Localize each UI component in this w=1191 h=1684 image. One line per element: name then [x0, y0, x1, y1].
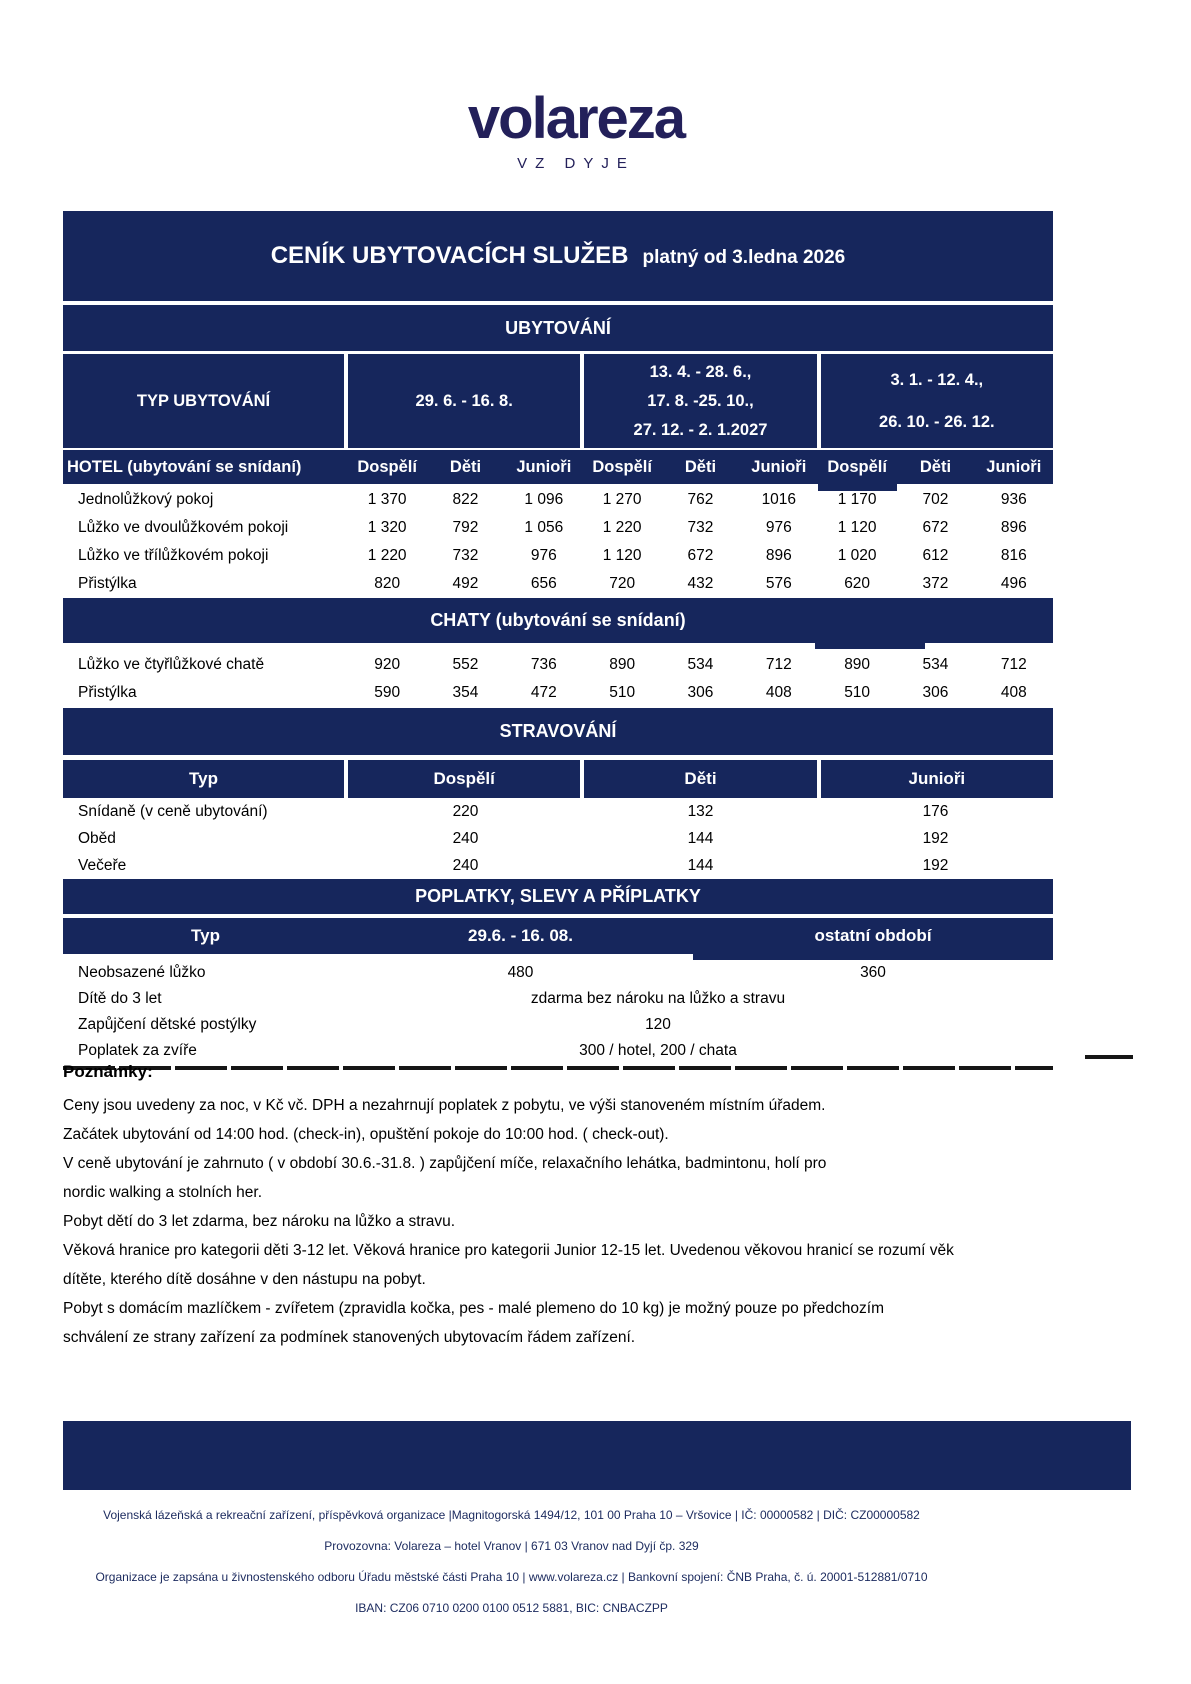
- logo-subtitle: VZ DYJE: [517, 155, 635, 172]
- period-3-cell: [821, 354, 1053, 448]
- note-line: Pobyt dětí do 3 let zdarma, bez nároku na lůžko a stravu.: [63, 1213, 456, 1230]
- table-row: [63, 1038, 1053, 1064]
- dining-header-row: [63, 760, 1053, 798]
- notes-heading: Poznámky:: [63, 1062, 153, 1081]
- price-cell: 144: [687, 856, 714, 874]
- price-cell: 192: [922, 829, 949, 847]
- row-label: Jednolůžkový pokoj: [78, 491, 214, 508]
- footer-band: [63, 1421, 1131, 1490]
- price-cell: 534: [687, 656, 714, 673]
- chaty-rows: [63, 643, 1053, 708]
- row-label: Poplatek za zvíře: [78, 1042, 197, 1059]
- dining-col-header: Typ: [63, 760, 344, 798]
- price-cell: 896: [765, 547, 792, 564]
- price-cell: 192: [922, 856, 949, 874]
- guest-col-header: Dospělí: [357, 457, 417, 476]
- period-1-line: 29. 6. - 16. 8.: [415, 391, 513, 410]
- table-row: [63, 570, 1053, 598]
- document-title: CENÍK UBYTOVACÍCH SLUŽEB: [270, 242, 629, 269]
- price-cell: 1 120: [837, 519, 877, 536]
- document-title-bar: [63, 211, 1053, 301]
- price-cell: 1 120: [602, 547, 642, 564]
- price-cell: 712: [1000, 656, 1027, 673]
- footer-line-company: Vojenská lázeňská a rekreační zařízení, příspěvková organizace |Magnitogorská 1494/12, 101 00 Praha 10 – Vršovice | IČ: 00000582 | DIČ: CZ00000582: [103, 1508, 920, 1522]
- price-cell: 1 370: [367, 491, 407, 508]
- price-cell: 702: [922, 491, 949, 508]
- price-cell: 822: [452, 491, 479, 508]
- price-cell: 732: [452, 547, 479, 564]
- price-cell: 472: [530, 684, 557, 701]
- note-line: Pobyt s domácím mazlíčkem - zvířetem (zpravidla kočka, pes - malé plemeno do 10 kg) je možný pouze po předchozím: [63, 1300, 884, 1317]
- volareza-logo: volareza: [467, 86, 685, 151]
- document-title-validity: platný od 3.ledna 2026: [642, 247, 846, 268]
- guest-col-header: Dospělí: [827, 457, 887, 476]
- table-row: [63, 486, 1053, 514]
- price-cell: 1016: [761, 491, 797, 508]
- period-1-cell: [348, 354, 580, 448]
- type-header-cell: TYP UBYTOVÁNÍ: [63, 354, 344, 448]
- notes-section: [63, 1062, 1173, 1352]
- section-header-stravovani: STRAVOVÁNÍ: [63, 708, 1053, 755]
- price-cell: 672: [922, 519, 949, 536]
- table-row: [63, 542, 1053, 570]
- row-label: Snídaně (v ceně ubytování): [78, 802, 268, 820]
- price-cell: 890: [844, 656, 871, 673]
- fees-col-header: Typ: [191, 926, 220, 945]
- hotel-rows: [63, 486, 1053, 598]
- price-cell: 576: [765, 575, 792, 592]
- table-row: [63, 1012, 1053, 1038]
- price-cell: 132: [687, 802, 714, 820]
- price-tables: [63, 211, 1053, 1070]
- note-line: Věková hranice pro kategorii děti 3-12 let. Věková hranice pro kategorii Junior 12-15 let. Uvedenou věkovou hranicí se rozumí věk: [63, 1242, 954, 1259]
- price-cell: 590: [374, 684, 401, 701]
- price-cell: 762: [687, 491, 714, 508]
- period-3-line: 26. 10. - 26. 12.: [879, 413, 995, 431]
- price-cell: 920: [374, 656, 401, 673]
- table-row: [63, 514, 1053, 542]
- price-cell: zdarma bez nároku na lůžko a stravu: [530, 990, 786, 1007]
- table-row: [63, 798, 1053, 825]
- note-line: Ceny jsou uvedeny za noc, v Kč vč. DPH a nezahrnují poplatek z pobytu, ve výši stanoveném místním úřadem.: [63, 1097, 826, 1114]
- price-cell: 1 056: [524, 519, 564, 536]
- row-label: Večeře: [78, 856, 127, 874]
- period-2-line: 27. 12. - 2. 1.2027: [633, 420, 768, 439]
- price-cell: 552: [452, 656, 479, 673]
- guest-col-header: Děti: [684, 457, 717, 476]
- price-cell: 612: [922, 547, 949, 564]
- price-cell: 976: [530, 547, 557, 564]
- price-cell: 492: [452, 575, 479, 592]
- guest-col-header: Děti: [449, 457, 482, 476]
- price-cell: 976: [765, 519, 792, 536]
- bottom-border-segment: [1085, 1055, 1133, 1059]
- section-header-ubytovani: UBYTOVÁNÍ: [63, 305, 1053, 351]
- price-cell: 896: [1000, 519, 1027, 536]
- price-cell: 510: [609, 684, 636, 701]
- price-cell: 1 020: [837, 547, 877, 564]
- dining-col-header: Dospělí: [348, 760, 580, 798]
- price-cell: 120: [645, 1016, 671, 1033]
- fees-header-row: [63, 918, 1053, 954]
- price-cell: 240: [452, 856, 479, 874]
- period-header-row: [63, 354, 1053, 448]
- price-cell: 816: [1000, 547, 1027, 564]
- period-2-cell: [584, 354, 816, 448]
- guest-col-header: Junioři: [516, 457, 572, 476]
- row-label: Lůžko ve dvoulůžkovém pokoji: [78, 519, 289, 536]
- dining-rows: [63, 798, 1053, 879]
- document-title-group: [271, 242, 846, 270]
- table-row: [63, 852, 1053, 879]
- dining-col-header: Junioři: [821, 760, 1053, 798]
- hotel-subheader-row: [63, 450, 1053, 484]
- price-cell: 534: [922, 656, 949, 673]
- logo: [0, 86, 1152, 172]
- price-cell: 306: [687, 684, 714, 701]
- price-cell: 240: [452, 829, 479, 847]
- price-cell: 1 270: [602, 491, 642, 508]
- period-3-line: 3. 1. - 12. 4.,: [890, 371, 984, 389]
- hotel-header: HOTEL (ubytování se snídaní): [67, 457, 302, 476]
- row-label: Lůžko ve čtyřlůžkové chatě: [78, 656, 265, 673]
- price-cell: 306: [922, 684, 949, 701]
- row-label: Přistýlka: [78, 575, 137, 592]
- footer-line-registration: Organizace je zapsána u živnostenského odboru Úřadu městské části Praha 10 | www.volareza.cz | Bankovní spojení: ČNB Praha, č. ú. 20001-512881/0710: [95, 1570, 928, 1584]
- price-cell: 672: [687, 547, 714, 564]
- price-cell: 354: [452, 684, 479, 701]
- guest-col-header: Junioři: [986, 457, 1042, 476]
- section-header-poplatky: POPLATKY, SLEVY A PŘÍPLATKY: [63, 879, 1053, 914]
- price-cell: 820: [374, 575, 401, 592]
- footer-line-branch: Provozovna: Volareza – hotel Vranov | 671 03 Vranov nad Dyjí čp. 329: [324, 1539, 699, 1553]
- row-label: Přistýlka: [78, 684, 137, 701]
- price-cell: 510: [844, 684, 871, 701]
- period-2-line: 17. 8. -25. 10.,: [647, 391, 754, 410]
- row-label: Neobsazené lůžko: [78, 964, 206, 981]
- price-cell: 732: [687, 519, 714, 536]
- price-cell: 176: [922, 802, 949, 820]
- table-row: [63, 960, 1053, 986]
- note-line: V ceně ubytování je zahrnuto ( v období 30.6.-31.8. ) zapůjčení míče, relaxačního lehátka, badmintonu, holí pro: [63, 1155, 827, 1172]
- row-label: Oběd: [78, 829, 116, 847]
- price-cell: 1 220: [602, 519, 642, 536]
- table-row: [63, 825, 1053, 852]
- price-cell: 408: [765, 684, 792, 701]
- table-row: [63, 679, 1053, 707]
- price-cell: 144: [687, 829, 714, 847]
- footer: [63, 1500, 960, 1624]
- price-cell: 656: [530, 575, 557, 592]
- guest-col-header: Dospělí: [592, 457, 652, 476]
- guest-col-header: Junioři: [751, 457, 807, 476]
- period-2-line: 13. 4. - 28. 6.,: [649, 362, 752, 381]
- price-cell: 712: [765, 656, 792, 673]
- price-cell: 736: [530, 656, 557, 673]
- fees-col-header: 29.6. - 16. 08.: [468, 926, 573, 945]
- price-cell: 1 320: [367, 519, 407, 536]
- price-cell: 890: [609, 656, 636, 673]
- price-cell: 372: [922, 575, 949, 592]
- fees-rows: [63, 954, 1053, 1064]
- price-cell: 1 096: [524, 491, 564, 508]
- table-row: [63, 651, 1053, 679]
- note-line: nordic walking a stolních her.: [63, 1184, 263, 1201]
- price-cell: 1 170: [837, 491, 877, 508]
- price-cell: 1 220: [367, 547, 407, 564]
- table-row: [63, 986, 1053, 1012]
- price-cell: 792: [452, 519, 479, 536]
- price-cell: 408: [1000, 684, 1027, 701]
- footer-line-iban: IBAN: CZ06 0710 0200 0100 0512 5881, BIC: CNBACZPP: [355, 1601, 668, 1615]
- note-line: Začátek ubytování od 14:00 hod. (check-in), opuštění pokoje do 10:00 hod. ( check-out).: [63, 1126, 669, 1143]
- row-label: Dítě do 3 let: [78, 990, 162, 1007]
- price-cell: 480: [507, 964, 534, 981]
- note-line: dítěte, kterého dítě dosáhne v den nástupu na pobyt.: [63, 1271, 426, 1288]
- note-line: schválení ze strany zařízení za podmínek stanovených ubytovacím řádem zařízení.: [63, 1329, 636, 1346]
- price-cell: 360: [860, 964, 886, 981]
- row-label: Lůžko ve třílůžkovém pokoji: [78, 547, 269, 564]
- price-cell: 720: [609, 575, 636, 592]
- price-cell: 936: [1000, 491, 1027, 508]
- price-cell: 220: [452, 802, 479, 820]
- section-header-chaty: CHATY (ubytování se snídaní): [63, 598, 1053, 643]
- dining-col-header: Děti: [584, 760, 816, 798]
- price-cell: 620: [844, 575, 871, 592]
- price-cell: 300 / hotel, 200 / chata: [579, 1042, 737, 1059]
- guest-col-header: Děti: [919, 457, 952, 476]
- row-label: Zapůjčení dětské postýlky: [78, 1016, 257, 1033]
- price-cell: 432: [687, 575, 714, 592]
- fees-col-header: ostatní období: [814, 926, 932, 945]
- price-cell: 496: [1000, 575, 1027, 592]
